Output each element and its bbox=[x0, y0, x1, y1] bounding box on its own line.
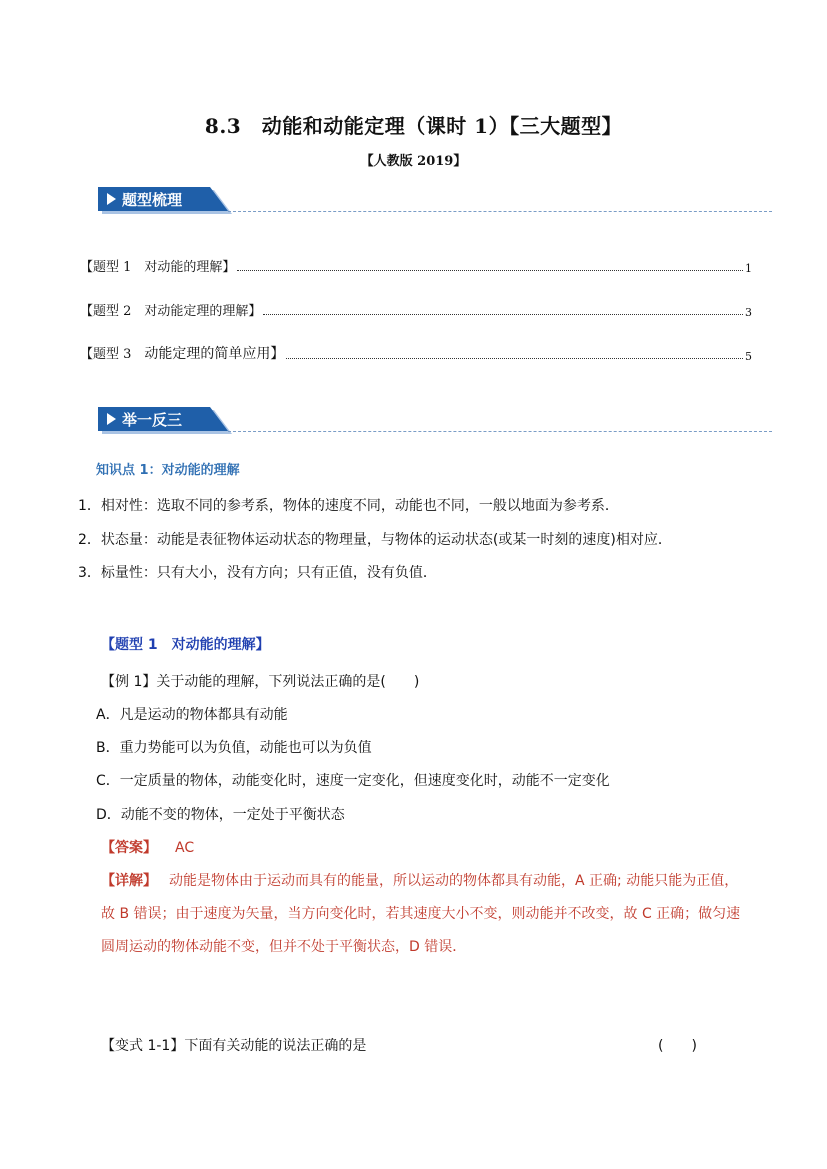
example-stem: 【例 1】关于动能的理解，下列说法正确的是( ) bbox=[101, 674, 420, 690]
toc-label-main: 动能定理的简单应用】 bbox=[144, 346, 285, 362]
section-banner-practice bbox=[98, 407, 778, 431]
option-c: C．一定质量的物体，动能变化时，速度一定变化，但速度变化时，动能不一定变化 bbox=[96, 773, 610, 789]
toc-page: 5 bbox=[745, 350, 752, 363]
toc-label: 【题型 1 对动能的理解】 bbox=[80, 260, 236, 275]
toc-entry-2[interactable] bbox=[80, 299, 752, 319]
option-d: D．动能不变的物体，一定处于平衡状态 bbox=[96, 807, 345, 823]
toc-label bbox=[80, 343, 284, 363]
knowledge-point-3: 3．标量性：只有大小，没有方向；只有正值，没有负值． bbox=[78, 565, 437, 581]
detail-text: 动能是物体由于运动而具有的能量，所以运动的物体都具有动能，A 正确; 动能只能为正值， bbox=[169, 873, 739, 889]
answer-label: 【答案】 bbox=[101, 840, 157, 856]
section-banner-overview bbox=[98, 187, 778, 211]
toc-leader bbox=[263, 314, 743, 315]
knowledge-point-1: 1．相对性：选取不同的参考系，物体的速度不同，动能也不同，一般以地面为参考系． bbox=[78, 498, 619, 514]
answer-blank: ( ) bbox=[658, 1038, 697, 1054]
detail-line-1 bbox=[101, 870, 761, 890]
dashed-divider bbox=[228, 431, 772, 432]
answer-value: AC bbox=[175, 840, 195, 856]
play-arrow-icon bbox=[107, 193, 116, 205]
document-title: 8.3 动能和动能定理（课时 1）【三大题型】 bbox=[204, 114, 623, 138]
question-type-heading: 【题型 1 对动能的理解】 bbox=[101, 637, 270, 653]
toc-label: 【题型 2 对动能定理的理解】 bbox=[80, 304, 262, 319]
answer-line bbox=[101, 837, 194, 857]
section-title-practice: 举一反三 bbox=[122, 411, 183, 429]
toc-page: 1 bbox=[745, 262, 752, 275]
toc-entry-3[interactable] bbox=[80, 343, 752, 363]
section-title-overview: 题型梳理 bbox=[122, 191, 183, 209]
detail-label: 【详解】 bbox=[101, 873, 157, 889]
detail-line-3: 圆周运动的物体动能不变，但并不处于平衡状态，D 错误． bbox=[101, 939, 467, 955]
option-b: B．重力势能可以为负值，动能也可以为负值 bbox=[96, 740, 372, 756]
detail-line-2: 故 B 错误；由于速度为矢量，当方向变化时，若其速度大小不变，则动能并不改变，故 C 正确；做匀速 bbox=[101, 906, 741, 922]
knowledge-point-title: 知识点 1：对动能的理解 bbox=[96, 463, 240, 478]
toc-leader bbox=[237, 270, 743, 271]
variant-stem: 【变式 1-1】下面有关动能的说法正确的是 bbox=[101, 1038, 367, 1054]
play-arrow-icon bbox=[107, 413, 116, 425]
edition-label: 【人教版 2019】 bbox=[360, 154, 467, 169]
dashed-divider bbox=[228, 211, 772, 212]
toc-leader bbox=[286, 358, 743, 359]
toc-page: 3 bbox=[745, 306, 752, 319]
knowledge-point-2: 2．状态量：动能是表征物体运动状态的物理量，与物体的运动状态(或某一时刻的速度)相对应． bbox=[78, 532, 672, 548]
option-a: A．凡是运动的物体都具有动能 bbox=[96, 707, 288, 723]
toc-label-prefix: 【题型 3 bbox=[80, 347, 145, 362]
toc-entry-1[interactable] bbox=[80, 255, 752, 275]
